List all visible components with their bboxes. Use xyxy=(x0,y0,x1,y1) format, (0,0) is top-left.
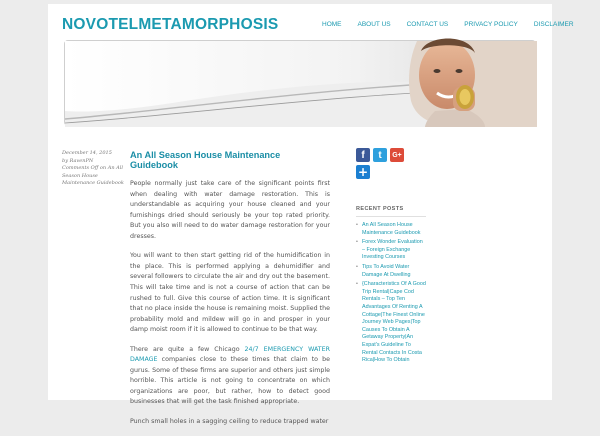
paragraph-text: companies close to these times that claim to be gurus. Some of these firms are superior and others just simple horrible. This article is not going to concentrate on which organizations are poor, but rather, how to detect good businesses that will get the task finished appropriate. xyxy=(130,356,330,406)
post-content xyxy=(130,150,330,436)
google-plus-icon[interactable]: G+ xyxy=(390,148,404,162)
recent-posts-list xyxy=(356,222,426,365)
header-banner xyxy=(64,40,536,126)
nav-about-us[interactable]: ABOUT US xyxy=(357,21,391,28)
sidebar xyxy=(356,148,426,367)
recent-post-link[interactable]: • Tips To Avoid Water Damage At Dwelling xyxy=(356,264,426,279)
nav-home[interactable]: HOME xyxy=(322,21,342,28)
post-meta xyxy=(62,150,124,188)
nav-disclaimer[interactable]: DISCLAIMER xyxy=(533,21,574,28)
facebook-icon[interactable]: f xyxy=(356,148,370,162)
post-paragraph: Punch small holes in a sagging ceiling to reduce trapped water xyxy=(130,417,329,425)
post-date[interactable]: December 14, 2015 xyxy=(62,150,112,156)
emergency-water-damage-link[interactable]: 24/7 EMERGENCY WATER DAMAGE xyxy=(130,345,330,364)
banner-art xyxy=(65,41,537,127)
post-author[interactable]: by RavenPN xyxy=(62,157,94,164)
nav-contact-us[interactable]: CONTACT US xyxy=(406,21,449,28)
recent-post-link[interactable]: • Forex Wonder Evaluation – Foreign Exchange Investing Courses xyxy=(356,239,426,262)
main-nav xyxy=(322,21,574,28)
post-paragraph xyxy=(130,345,330,409)
twitter-icon[interactable]: t xyxy=(373,148,387,162)
share-buttons xyxy=(356,148,426,162)
nav-privacy-policy[interactable]: PRIVACY POLICY xyxy=(464,21,518,28)
post-comments-status: Comments Off on An All Season House Maintenance Guidebook xyxy=(62,165,124,187)
paragraph-text: There are quite a few Chicago xyxy=(130,345,245,353)
post-paragraph: You will want to then start getting rid of the humidification in the place. This is performed applying a dehumidifier and several followers to circulate the air and dry out the basement. This will take time and is not a course of action that can be rushed to full. Give this course of action time. It is significant that no place inside the house is remaining moist. Supplied the probability mold and mildew will go in and prosper in your damp moist room if it is allowed to continue to be that way. xyxy=(130,252,330,334)
post-paragraph: People normally just take care of the significant points first when dealing with water damage restoration. This is understandable as acquiring your house cleaned and your furnishings dried should seriously be your top rated priority. But you also will need to do water damage restoration for your dresses. xyxy=(130,180,330,240)
man-photo xyxy=(409,39,537,128)
page xyxy=(48,4,574,425)
recent-posts-heading: RECENT POSTS xyxy=(356,206,426,217)
post-title[interactable]: An All Season House Maintenance Guidebook xyxy=(130,150,281,170)
share-more-icon[interactable]: + xyxy=(357,165,369,179)
recent-post-link[interactable]: • {Characteristics Of A Good Trip Rental|Cape Cod Rentals – Top Ten Advantages Of Renting A Cottage|The Finest Online Journey Web Pages|Top Causes To Obtain A Getaway Property|An Expat's Guideline To Rental Contacts In Costa Rica|How To Obtain xyxy=(356,281,426,365)
recent-post-link[interactable]: • An All Season House Maintenance Guidebook xyxy=(356,222,426,237)
site-title[interactable]: NOVOTELMETAMORPHOSIS xyxy=(62,16,279,33)
